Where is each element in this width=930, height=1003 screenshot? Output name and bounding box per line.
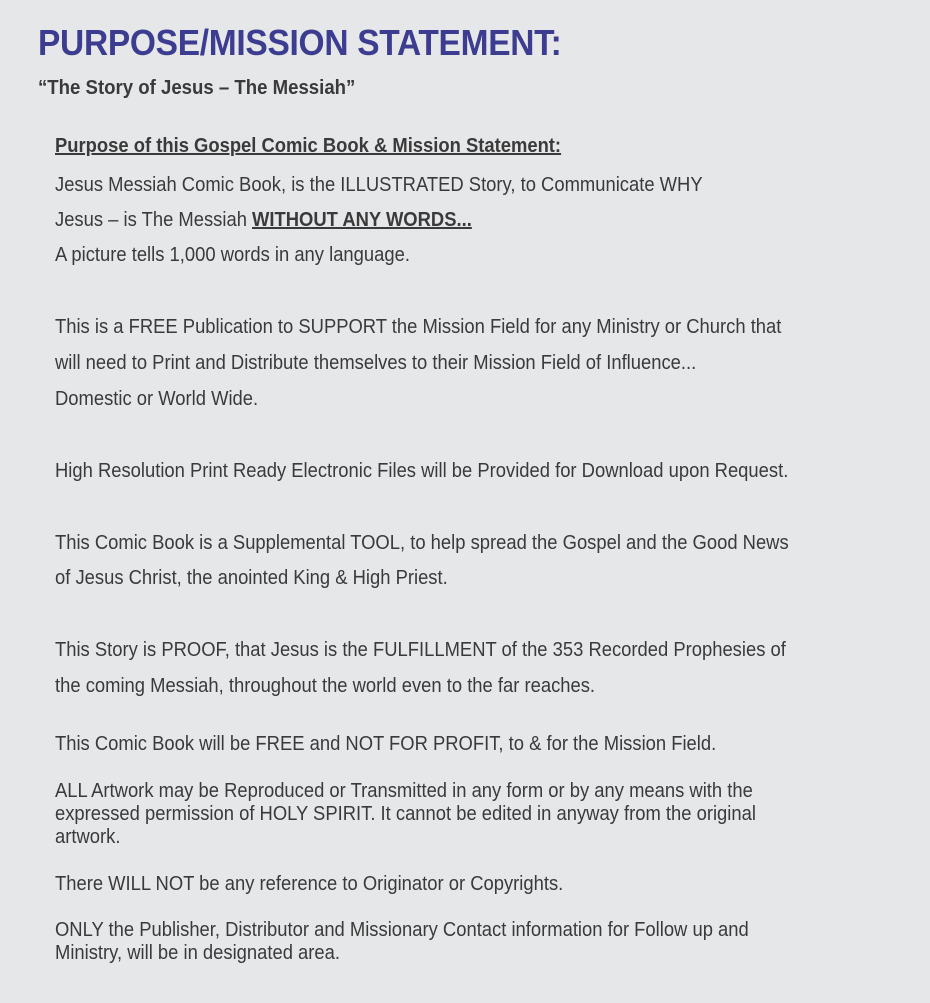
paragraph-line: of Jesus Christ, the anointed King & High Priest. — [55, 567, 448, 589]
paragraph-line: This is a FREE Publication to SUPPORT the Mission Field for any Ministry or Church that — [55, 316, 782, 338]
paragraph-text: Jesus – is The Messiah — [55, 209, 253, 231]
paragraph-line: Domestic or World Wide. — [55, 388, 259, 410]
paragraph-line: Jesus Messiah Comic Book, is the ILLUSTRATED Story, to Communicate WHY — [55, 174, 703, 196]
section-heading: Purpose of this Gospel Comic Book & Mission Statement: — [55, 135, 562, 157]
paragraph-line: This Comic Book will be FREE and NOT FOR PROFIT, to & for the Mission Field. — [55, 733, 717, 755]
paragraph-line: A picture tells 1,000 words in any language. — [55, 244, 410, 266]
paragraph-line: ONLY the Publisher, Distributor and Missionary Contact information for Follow up and — [55, 919, 749, 941]
paragraph-line: the coming Messiah, throughout the world even to the far reaches. — [55, 675, 596, 697]
paragraph-line: There WILL NOT be any reference to Originator or Copyrights. — [55, 873, 564, 895]
paragraph-line: This Comic Book is a Supplemental TOOL, to help spread the Gospel and the Good News — [55, 532, 789, 554]
page-subtitle: “The Story of Jesus – The Messiah” — [38, 77, 356, 99]
page-title: PURPOSE/MISSION STATEMENT: — [38, 22, 562, 63]
paragraph-line: High Resolution Print Ready Electronic Files will be Provided for Download upon Request. — [55, 460, 789, 482]
paragraph-line — [55, 209, 472, 232]
paragraph-line: ALL Artwork may be Reproduced or Transmitted in any form or by any means with the — [55, 780, 753, 802]
paragraph-line: artwork. — [55, 826, 121, 848]
paragraph-line: Ministry, will be in designated area. — [55, 942, 340, 964]
paragraph-line: expressed permission of HOLY SPIRIT. It cannot be edited in anyway from the original — [55, 803, 756, 825]
paragraph-line: will need to Print and Distribute themselves to their Mission Field of Influence... — [55, 352, 697, 374]
paragraph-line: This Story is PROOF, that Jesus is the FULFILLMENT of the 353 Recorded Prophesies of — [55, 639, 786, 661]
emphasis-text: WITHOUT ANY WORDS... — [252, 209, 472, 231]
